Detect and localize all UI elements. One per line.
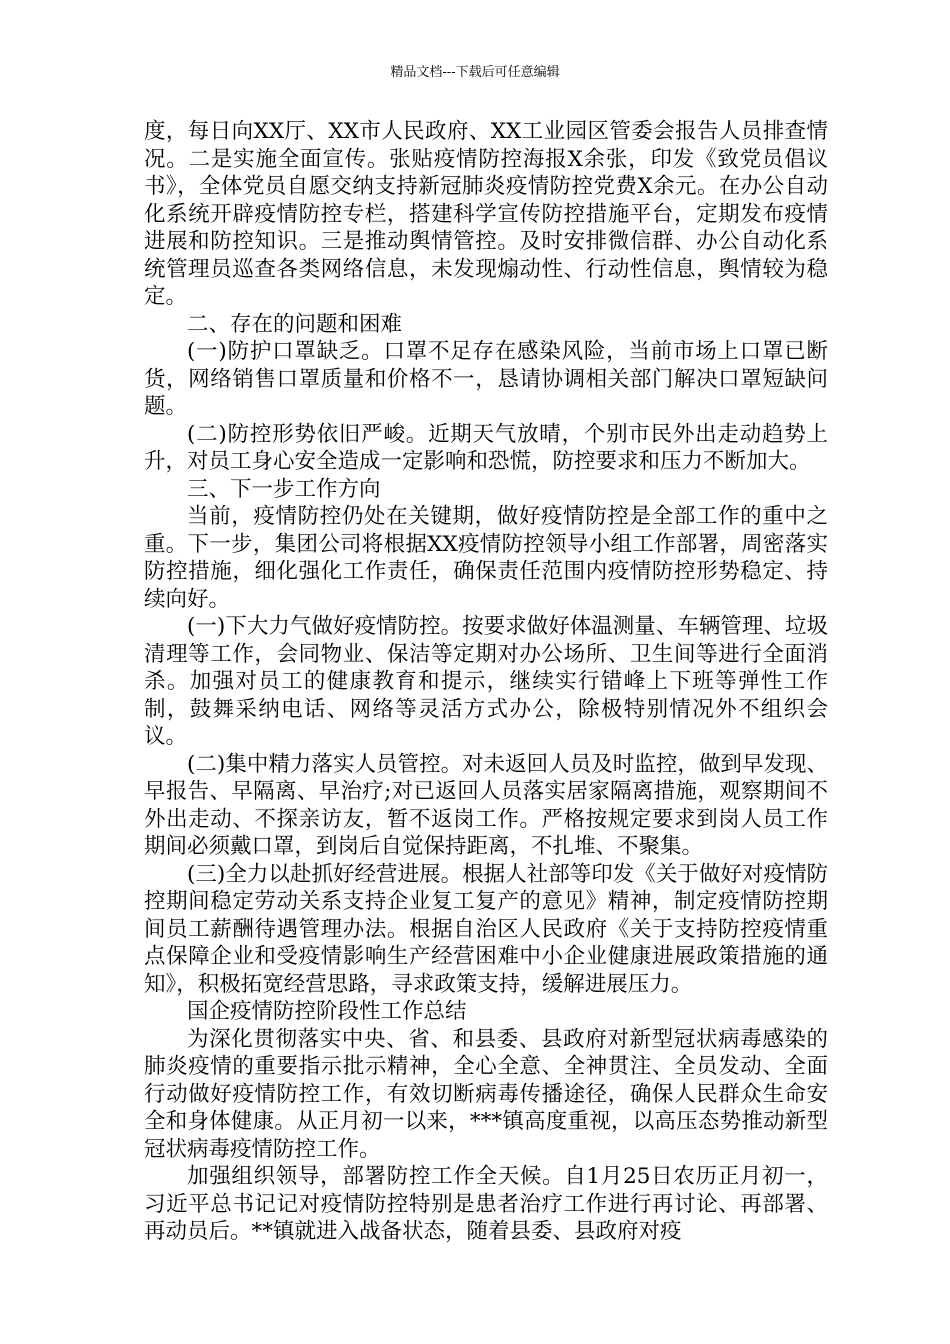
document-body [144, 118, 828, 1246]
paragraph: 当前，疫情防控仍处在关键期，做好疫情防控是全部工作的重中之重。下一步，集团公司将根据XX疫情防控领导小组工作部署，周密落实防控措施，细化强化工作责任，确保责任范围内疫情防控形势稳定、持续向好。 [144, 504, 828, 612]
section-heading: 二、存在的问题和困难 [187, 311, 403, 337]
paragraph: 加强组织领导，部署防控工作全天候。自1月25日农历正月初一，习近平总书记记对疫情防控特别是患者治疗工作进行再讨论、再部署、再动员后。**镇就进入战备状态，随着县委、县政府对疫 [144, 1164, 828, 1244]
paragraph: (二)防控形势依旧严峻。近期天气放晴，个别市民外出走动趋势上升，对员工身心安全造成一定影响和恐慌，防控要求和压力不断加大。 [144, 421, 828, 474]
paragraph: (一)下大力气做好疫情防控。按要求做好体温测量、车辆管理、垃圾清理等工作，会同物业、保洁等定期对办公场所、卫生间等进行全面消杀。加强对员工的健康教育和提示，继续实行错峰上下班等弹性工作制，鼓舞采纳电话、网络等灵活方式办公，除极特别情况外不组织会议。 [144, 614, 828, 749]
paragraph: 为深化贯彻落实中央、省、和县委、县政府对新型冠状病毒感染的肺炎疫情的重要指示批示精神，全心全意、全神贯注、全员发动、全面行动做好疫情防控工作，有效切断病毒传播途径，确保人民群众生命安全和身体健康。从正月初一以来，***镇高度重视，以高压态势推动新型冠状病毒疫情防控工作。 [144, 1026, 828, 1162]
paragraph: (三)全力以赴抓好经营进展。根据人社部等印发《关于做好对疫情防控期间稳定劳动关系支持企业复工复产的意见》精神，制定疫情防控期间员工薪酬待遇管理办法。根据自治区人民政府《关于支持防控疫情重点保障企业和受疫情影响生产经营困难中小企业健康进展政策措施的通知》，积极拓宽经营思路，寻求政策支持，缓解进展压力。 [144, 861, 828, 997]
paragraph: (二)集中精力落实人员管控。对未返回人员及时监控，做到早发现、早报告、早隔离、早治疗;对已返回人员落实居家隔离措施，观察期间不外出走动、不探亲访友，暂不返岗工作。严格按规定要求到岗人员工作期间必须戴口罩，到岗后自觉保持距离，不扎堆、不聚集。 [144, 751, 828, 859]
section-heading: 三、下一步工作方向 [187, 476, 381, 502]
paragraph: 度，每日向XX厅、XX市人民政府、XX工业园区管委会报告人员排查情况。二是实施全面宣传。张贴疫情防控海报X余张，印发《致党员倡议书》，全体党员自愿交纳支持新冠肺炎疫情防控党费X余元。在办公自动化系统开辟疫情防控专栏，搭建科学宣传防控措施平台，定期发布疫情进展和防控知识。三是推动舆情管控。及时安排微信群、办公自动化系统管理员巡查各类网络信息，未发现煽动性、行动性信息，舆情较为稳定。 [144, 119, 828, 309]
paragraph: (一)防护口罩缺乏。口罩不足存在感染风险，当前市场上口罩已断货，网络销售口罩质量和价格不一，恳请协调相关部门解决口罩短缺问题。 [144, 339, 828, 419]
page-header: 精品文档---下载后可任意编辑 [390, 65, 560, 80]
document-title: 国企疫情防控阶段性工作总结 [187, 999, 467, 1024]
